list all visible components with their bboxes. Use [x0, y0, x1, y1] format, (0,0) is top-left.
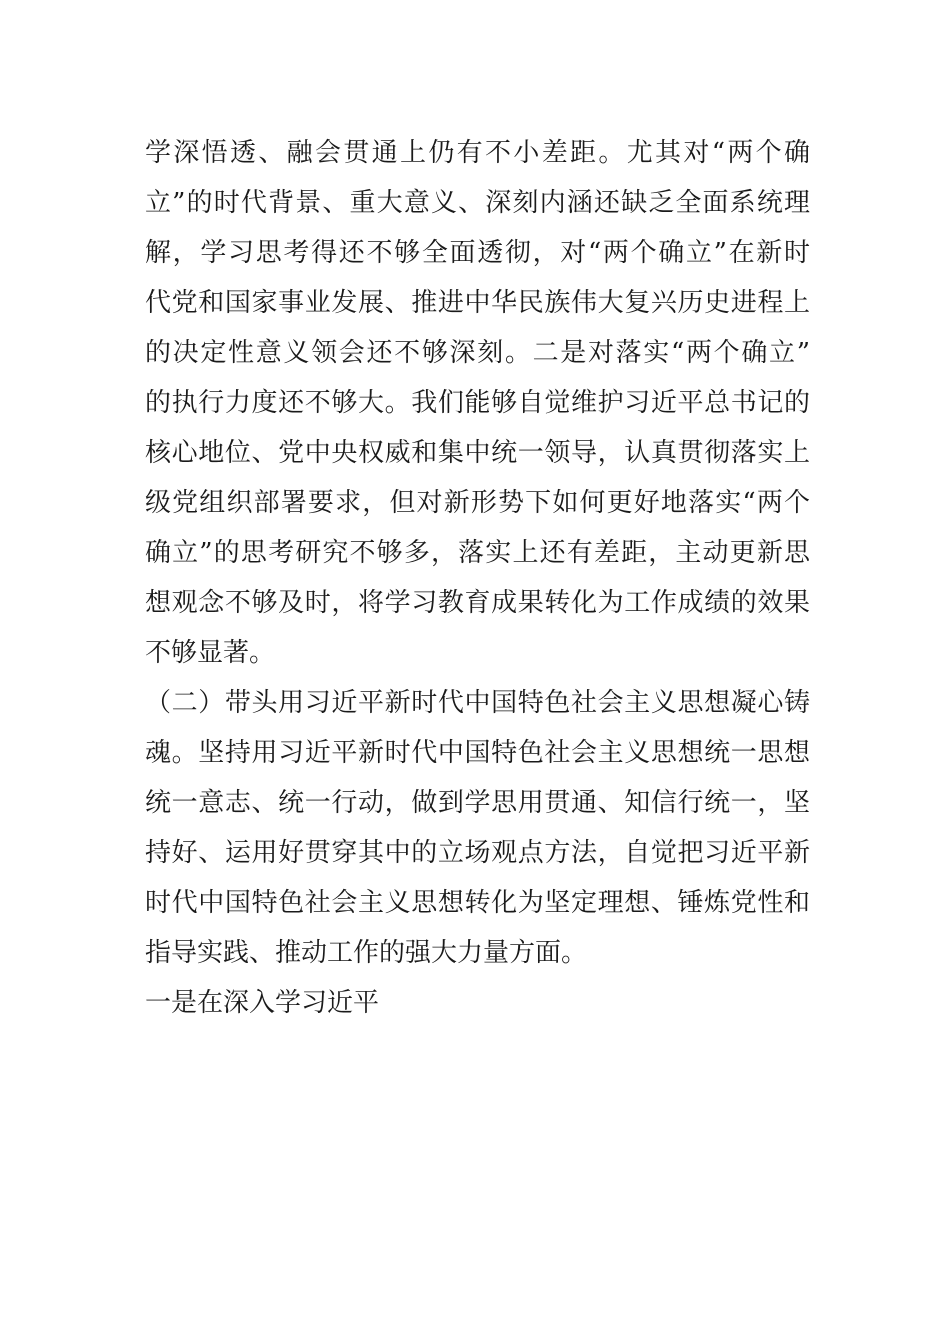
text-line: 的执行力度还不够大。我们能够自觉维护习近平总书记的 — [145, 388, 810, 418]
text-line: 持好、运用好贯穿其中的立场观点方法，自觉把习近平新 — [145, 838, 810, 868]
text-line: （二）带头用习近平新时代中国特色社会主义思想凝心铸 — [145, 688, 810, 718]
text-line: 级党组织部署要求，但对新形势下如何更好地落实“两个 — [145, 488, 810, 518]
text-line: 统一意志、统一行动，做到学思用贯通、知信行统一，坚 — [145, 788, 810, 818]
text-line: 解，学习思考得还不够全面透彻，对“两个确立”在新时 — [145, 238, 810, 268]
text-line: 的决定性意义领会还不够深刻。二是对落实“两个确立” — [145, 338, 810, 368]
text-line: 代党和国家事业发展、推进中华民族伟大复兴历史进程上 — [145, 288, 810, 318]
text-line: 魂。坚持用习近平新时代中国特色社会主义思想统一思想 — [145, 738, 810, 768]
text-line: 核心地位、党中央权威和集中统一领导，认真贯彻落实上 — [145, 438, 810, 468]
text-line: 不够显著。 — [145, 638, 276, 668]
body-text — [145, 128, 810, 1028]
text-line: 立”的时代背景、重大意义、深刻内涵还缺乏全面系统理 — [145, 188, 810, 218]
text-line: 想观念不够及时，将学习教育成果转化为工作成绩的效果 — [145, 588, 810, 618]
text-line: 学深悟透、融会贯通上仍有不小差距。尤其对“两个确 — [145, 138, 810, 168]
text-line: 一是在深入学习近平 — [145, 988, 380, 1018]
text-line: 确立”的思考研究不够多，落实上还有差距，主动更新思 — [145, 538, 810, 568]
text-line: 时代中国特色社会主义思想转化为坚定理想、锤炼党性和 — [145, 888, 810, 918]
text-line: 指导实践、推动工作的强大力量方面。 — [145, 938, 588, 968]
